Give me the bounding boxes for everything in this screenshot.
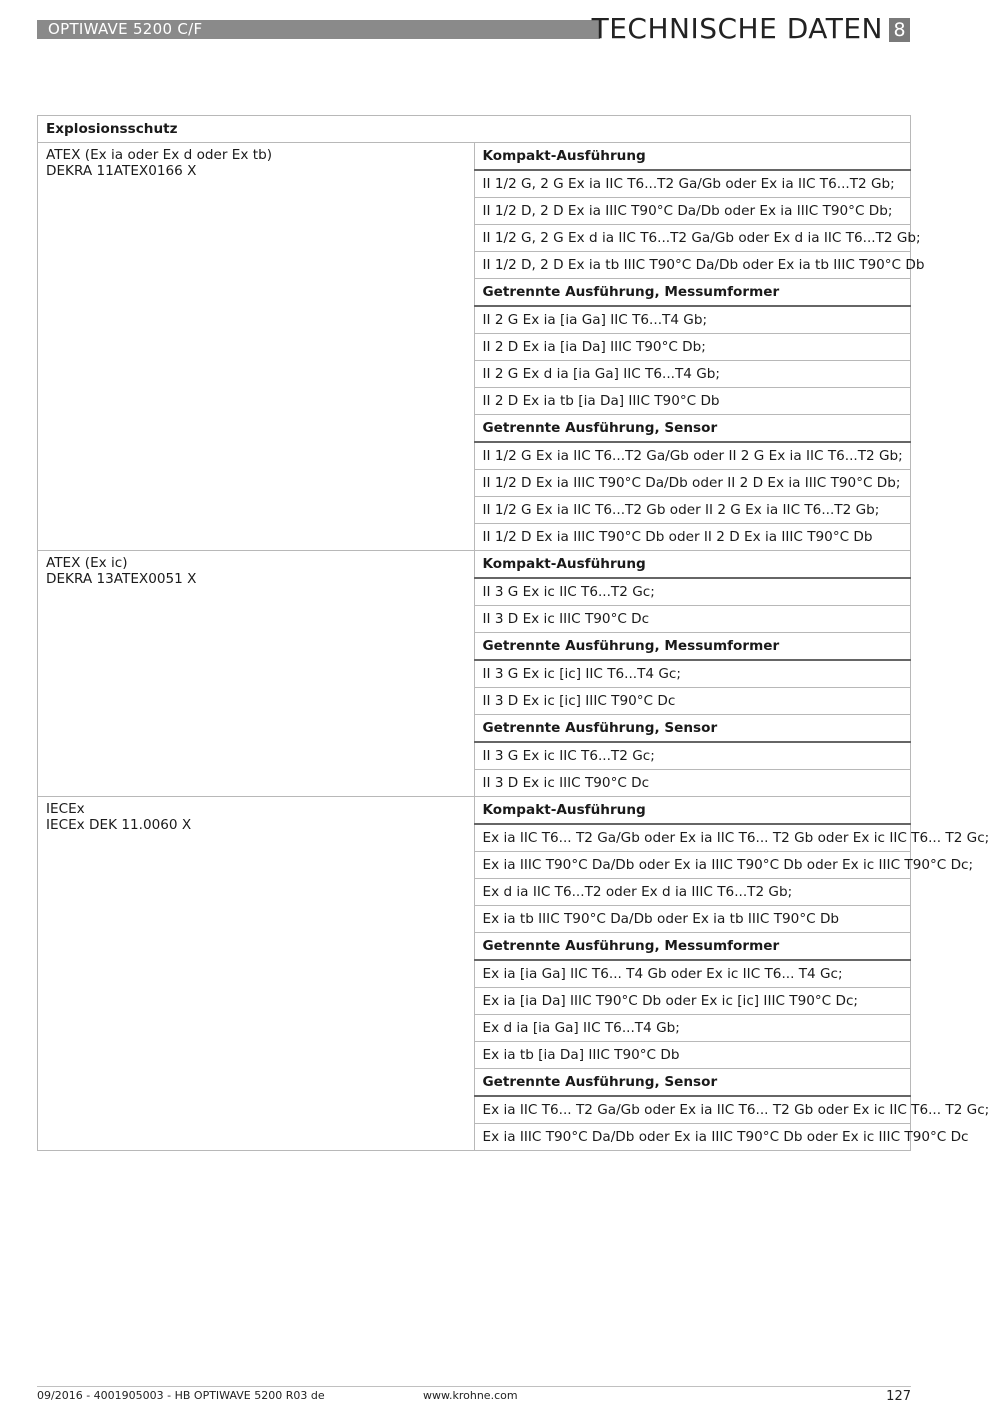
section-title: TECHNISCHE DATEN	[591, 12, 883, 45]
variant-subheading: Kompakt-Ausführung	[474, 551, 911, 579]
marking-value: II 3 G Ex ic IIC T6...T2 Gc;	[474, 578, 911, 606]
marking-value: II 1/2 D, 2 D Ex ia IIIC T90°C Da/Db oder Ex ia IIIC T90°C Db;	[474, 198, 911, 225]
certificate-label-cell	[38, 797, 475, 1151]
explosion-protection-table	[37, 115, 989, 1151]
marking-value: II 1/2 D Ex ia IIIC T90°C Db oder II 2 D Ex ia IIIC T90°C Db	[474, 524, 911, 551]
table-title-row	[38, 116, 911, 143]
footer-divider	[37, 1386, 911, 1387]
marking-value: II 2 D Ex ia [ia Da] IIIC T90°C Db;	[474, 334, 911, 361]
table-row	[38, 551, 911, 579]
table-title: Explosionsschutz	[38, 116, 911, 143]
marking-value: II 2 G Ex ia [ia Ga] IIC T6...T4 Gb;	[474, 306, 911, 334]
marking-value: Ex ia [ia Da] IIIC T90°C Db oder Ex ic [ic] IIIC T90°C Dc;	[474, 988, 911, 1015]
product-name: OPTIWAVE 5200 C/F	[48, 20, 203, 38]
marking-value: Ex ia IIIC T90°C Da/Db oder Ex ia IIIC T90°C Db oder Ex ic IIIC T90°C Dc	[474, 1124, 911, 1151]
variant-subheading: Kompakt-Ausführung	[474, 797, 911, 825]
certificate-label-line: DEKRA 11ATEX0166 X	[46, 163, 197, 179]
marking-value: Ex ia tb IIIC T90°C Da/Db oder Ex ia tb IIIC T90°C Db	[474, 906, 911, 933]
variant-subheading: Getrennte Ausführung, Messumformer	[474, 279, 911, 307]
marking-value: Ex ia tb [ia Da] IIIC T90°C Db	[474, 1042, 911, 1069]
variant-subheading: Getrennte Ausführung, Messumformer	[474, 933, 911, 961]
variant-subheading: Getrennte Ausführung, Sensor	[474, 715, 911, 743]
footer-website: www.krohne.com	[423, 1389, 518, 1402]
marking-value: II 3 G Ex ic [ic] IIC T6...T4 Gc;	[474, 660, 911, 688]
marking-value: II 3 D Ex ic IIIC T90°C Dc	[474, 770, 911, 797]
marking-value: II 1/2 G Ex ia IIC T6...T2 Ga/Gb oder II 2 G Ex ia IIC T6...T2 Gb;	[474, 442, 911, 470]
certificate-label-cell	[38, 551, 475, 797]
variant-subheading: Getrennte Ausführung, Sensor	[474, 1069, 911, 1097]
marking-value: II 2 D Ex ia tb [ia Da] IIIC T90°C Db	[474, 388, 911, 415]
marking-value: II 3 D Ex ic IIIC T90°C Dc	[474, 606, 911, 633]
certificate-label-line: ATEX (Ex ia oder Ex d oder Ex tb)	[46, 147, 273, 163]
marking-value: II 3 G Ex ic IIC T6...T2 Gc;	[474, 742, 911, 770]
marking-value: II 2 G Ex d ia [ia Ga] IIC T6...T4 Gb;	[474, 361, 911, 388]
marking-value: Ex ia IIC T6... T2 Ga/Gb oder Ex ia IIC T6... T2 Gb oder Ex ic IIC T6... T2 Gc;	[474, 1096, 911, 1124]
marking-value: Ex ia IIIC T90°C Da/Db oder Ex ia IIIC T90°C Db oder Ex ic IIIC T90°C Dc;	[474, 852, 911, 879]
table-row	[38, 797, 911, 825]
marking-value: Ex d ia [ia Ga] IIC T6...T4 Gb;	[474, 1015, 911, 1042]
marking-value: II 3 D Ex ic [ic] IIIC T90°C Dc	[474, 688, 911, 715]
certificate-label-line: ATEX (Ex ic)	[46, 555, 128, 571]
page-number: 127	[886, 1389, 911, 1404]
marking-value: II 1/2 G, 2 G Ex ia IIC T6...T2 Ga/Gb oder Ex ia IIC T6...T2 Gb;	[474, 170, 911, 198]
marking-value: II 1/2 D Ex ia IIIC T90°C Da/Db oder II 2 D Ex ia IIIC T90°C Db;	[474, 470, 911, 497]
variant-subheading: Kompakt-Ausführung	[474, 143, 911, 171]
marking-value: II 1/2 D, 2 D Ex ia tb IIIC T90°C Da/Db oder Ex ia tb IIIC T90°C Db	[474, 252, 911, 279]
chapter-number-badge: 8	[889, 18, 910, 42]
table-row	[38, 143, 911, 171]
certificate-label-line: IECEx	[46, 801, 85, 817]
certificate-label-cell	[38, 143, 475, 551]
variant-subheading: Getrennte Ausführung, Sensor	[474, 415, 911, 443]
footer-document-reference: 09/2016 - 4001905003 - HB OPTIWAVE 5200 R03 de	[37, 1389, 325, 1402]
marking-value: II 1/2 G, 2 G Ex d ia IIC T6...T2 Ga/Gb oder Ex d ia IIC T6...T2 Gb;	[474, 225, 911, 252]
marking-value: Ex d ia IIC T6...T2 oder Ex d ia IIIC T6...T2 Gb;	[474, 879, 911, 906]
marking-value: II 1/2 G Ex ia IIC T6...T2 Gb oder II 2 G Ex ia IIC T6...T2 Gb;	[474, 497, 911, 524]
certificate-label-line: DEKRA 13ATEX0051 X	[46, 571, 197, 587]
marking-value: Ex ia IIC T6... T2 Ga/Gb oder Ex ia IIC T6... T2 Gb oder Ex ic IIC T6... T2 Gc;	[474, 824, 911, 852]
marking-value: Ex ia [ia Ga] IIC T6... T4 Gb oder Ex ic IIC T6... T4 Gc;	[474, 960, 911, 988]
certificate-label-line: IECEx DEK 11.0060 X	[46, 817, 192, 833]
variant-subheading: Getrennte Ausführung, Messumformer	[474, 633, 911, 661]
